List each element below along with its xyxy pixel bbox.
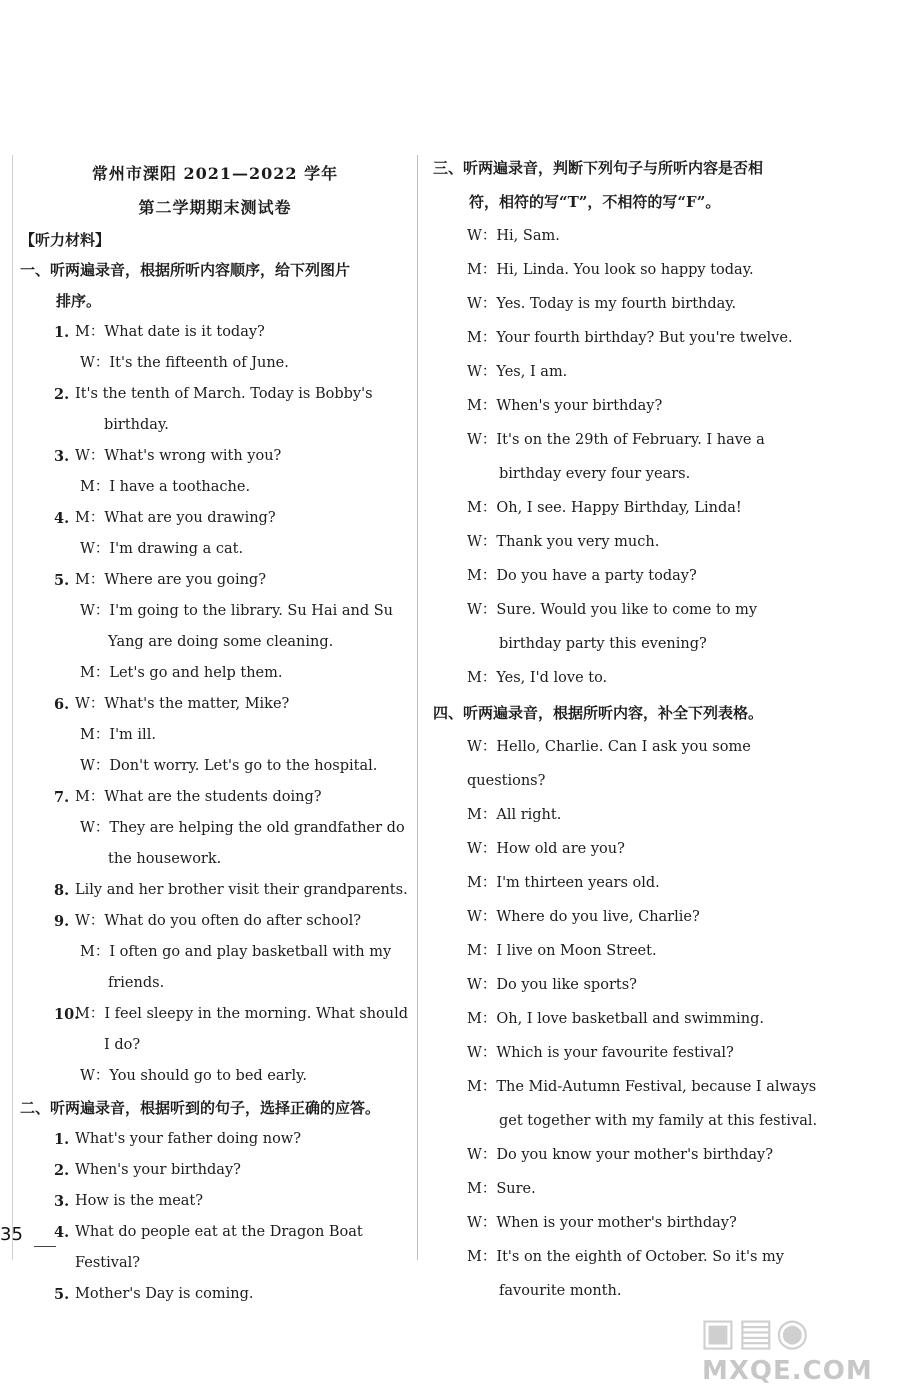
item-text: How is the meat? — [75, 1193, 204, 1209]
dialogue-line: W：Don't worry. Let's go to the hospital. — [80, 758, 378, 774]
dialogue-line: W：Hello, Charlie. Can I ask you some questions? — [467, 739, 751, 789]
item-text: M：What are the students doing? — [75, 789, 322, 805]
dialogue-wrap-line: Yang are doing some cleaning. — [108, 634, 334, 650]
dialogue-wrap-line: favourite month. — [499, 1283, 622, 1299]
item-number: 7. — [54, 789, 70, 806]
dialogue-wrap-line: get together with my family at this festival. — [499, 1113, 818, 1129]
item-text: What's your father doing now? — [75, 1131, 301, 1147]
item-text: What do people eat at the Dragon Boat Festival? — [75, 1224, 363, 1271]
page-number-dash — [34, 1246, 56, 1247]
item-line — [20, 379, 410, 410]
dialogue-line: W：I'm going to the library. Su Hai and Su — [80, 603, 393, 619]
dialogue-line: M：It's on the eighth of October. So it's my — [467, 1249, 784, 1265]
item-text: M：Where are you going? — [75, 572, 266, 588]
item-number: 8. — [54, 882, 70, 899]
section4-dialogue — [433, 730, 823, 1308]
dialogue-wrap-line: birthday party this evening? — [499, 636, 707, 652]
dialogue-line: M：I'm thirteen years old. — [467, 875, 660, 891]
listening-item — [20, 999, 410, 1092]
dialogue-line: M：I often go and play basketball with my — [80, 944, 392, 960]
item-text: M：I feel sleepy in the morning. What should — [75, 1006, 409, 1022]
dialogue-wrap-line: the housework. — [108, 851, 222, 867]
dialogue-line: W：Yes, I am. — [467, 364, 568, 380]
page-number: 35 — [0, 1224, 23, 1245]
question-item — [20, 1279, 410, 1310]
section-label: 【听力材料】 — [20, 231, 111, 249]
column-divider — [417, 155, 418, 1260]
dialogue-wrap-line: friends. — [108, 975, 165, 991]
item-number: 1. — [54, 1131, 70, 1148]
dialogue-line: M：Sure. — [467, 1181, 536, 1197]
question-item — [20, 1186, 410, 1217]
left-margin-rule — [12, 155, 13, 1260]
item-text: Lily and her brother visit their grandparents. — [75, 882, 408, 898]
item-line — [20, 503, 410, 534]
dialogue-line: M：I'm ill. — [80, 727, 156, 743]
page-title: 常州市溧阳 2021—2022 学年 — [91, 164, 339, 183]
watermark-glyphs-icon: ▣▤◉ — [700, 1310, 811, 1354]
dialogue-line: W：It's the fifteenth of June. — [80, 355, 289, 371]
dialogue-line: M：Your fourth birthday? But you're twelve. — [467, 330, 793, 346]
item-number: 5. — [54, 1286, 70, 1303]
right-column — [433, 150, 823, 1308]
item-text: Mother's Day is coming. — [75, 1286, 254, 1302]
watermark-logo — [698, 1310, 894, 1386]
dialogue-line: M：Yes, I'd love to. — [467, 670, 608, 686]
item-line — [20, 317, 410, 348]
left-column — [20, 150, 410, 1310]
item-text: When's your birthday? — [75, 1162, 241, 1178]
item-number: 3. — [54, 1193, 70, 1210]
dialogue-line: M：Do you have a party today? — [467, 568, 697, 584]
section2-heading: 二、听两遍录音，根据听到的句子，选择正确的应答。 — [20, 1099, 381, 1117]
section1-heading: 一、听两遍录音，根据所听内容顺序，给下列图片 排序。 — [20, 261, 351, 310]
item-text: M：What are you drawing? — [75, 510, 276, 526]
listening-item — [20, 906, 410, 999]
item-number: 2. — [54, 1162, 70, 1179]
item-wrap-line: birthday. — [104, 417, 169, 433]
item-number: 10. — [54, 1006, 80, 1023]
listening-item — [20, 689, 410, 782]
item-number: 6. — [54, 696, 70, 713]
dialogue-line: M：Hi, Linda. You look so happy today. — [467, 262, 754, 278]
item-number: 9. — [54, 913, 70, 930]
item-line — [20, 565, 410, 596]
dialogue-line: W：Do you know your mother's birthday? — [467, 1147, 774, 1163]
page-subtitle: 第二学期期末测试卷 — [138, 198, 292, 217]
dialogue-line: W：You should go to bed early. — [80, 1068, 307, 1084]
item-number: 1. — [54, 324, 70, 341]
dialogue-line: W：Where do you live, Charlie? — [467, 909, 700, 925]
listening-item — [20, 503, 410, 565]
listening-item — [20, 379, 410, 441]
dialogue-line: W：It's on the 29th of February. I have a — [467, 432, 765, 448]
item-wrap-line: I do? — [104, 1037, 141, 1053]
dialogue-line: W：Sure. Would you like to come to my — [467, 602, 758, 618]
dialogue-line: M：I live on Moon Street. — [467, 943, 657, 959]
dialogue-line: M：When's your birthday? — [467, 398, 663, 414]
item-number: 4. — [54, 510, 70, 527]
question-item — [20, 1155, 410, 1186]
dialogue-line: W：Hi, Sam. — [467, 228, 560, 244]
item-line — [20, 441, 410, 472]
item-text: W：What's the matter, Mike? — [75, 696, 290, 712]
item-line — [20, 689, 410, 720]
listening-item — [20, 441, 410, 503]
dialogue-line: M：Oh, I see. Happy Birthday, Linda! — [467, 500, 742, 516]
dialogue-line: M：Oh, I love basketball and swimming. — [467, 1011, 764, 1027]
dialogue-line: W：Yes. Today is my fourth birthday. — [467, 296, 737, 312]
item-number: 3. — [54, 448, 70, 465]
dialogue-line: W：They are helping the old grandfather do — [80, 820, 405, 836]
dialogue-line: W：Do you like sports? — [467, 977, 637, 993]
question-item — [20, 1217, 410, 1279]
dialogue-line: W：I'm drawing a cat. — [80, 541, 244, 557]
dialogue-line: M：Let's go and help them. — [80, 665, 283, 681]
dialogue-line: M：All right. — [467, 807, 562, 823]
section1-items — [20, 317, 410, 1092]
watermark-text: MXQE.COM — [702, 1356, 873, 1386]
question-item — [20, 1124, 410, 1155]
item-number: 4. — [54, 1224, 70, 1241]
item-line — [20, 875, 410, 906]
dialogue-line: M：I have a toothache. — [80, 479, 251, 495]
dialogue-line: W：Which is your favourite festival? — [467, 1045, 734, 1061]
item-line — [20, 906, 410, 937]
dialogue-line: M：The Mid-Autumn Festival, because I always — [467, 1079, 817, 1095]
item-number: 2. — [54, 386, 70, 403]
dialogue-line: W：How old are you? — [467, 841, 625, 857]
section3-heading: 三、听两遍录音，判断下列句子与所听内容是否相 符，相符的写“T”，不相符的写“F”。 — [433, 159, 764, 211]
item-line — [20, 782, 410, 813]
item-text: M：What date is it today? — [75, 324, 265, 340]
item-text: W：What's wrong with you? — [75, 448, 282, 464]
section4-heading: 四、听两遍录音，根据所听内容，补全下列表格。 — [433, 704, 764, 722]
item-text: W：What do you often do after school? — [75, 913, 362, 929]
item-number: 5. — [54, 572, 70, 589]
listening-item — [20, 317, 410, 379]
dialogue-wrap-line: birthday every four years. — [499, 466, 691, 482]
listening-item — [20, 565, 410, 689]
item-line — [20, 999, 410, 1030]
listening-item — [20, 875, 410, 906]
section2-items — [20, 1124, 410, 1310]
listening-item — [20, 782, 410, 875]
dialogue-line: W：Thank you very much. — [467, 534, 660, 550]
item-text: It's the tenth of March. Today is Bobby's — [75, 386, 373, 402]
dialogue-line: W：When is your mother's birthday? — [467, 1215, 737, 1231]
section3-dialogue — [433, 219, 823, 695]
